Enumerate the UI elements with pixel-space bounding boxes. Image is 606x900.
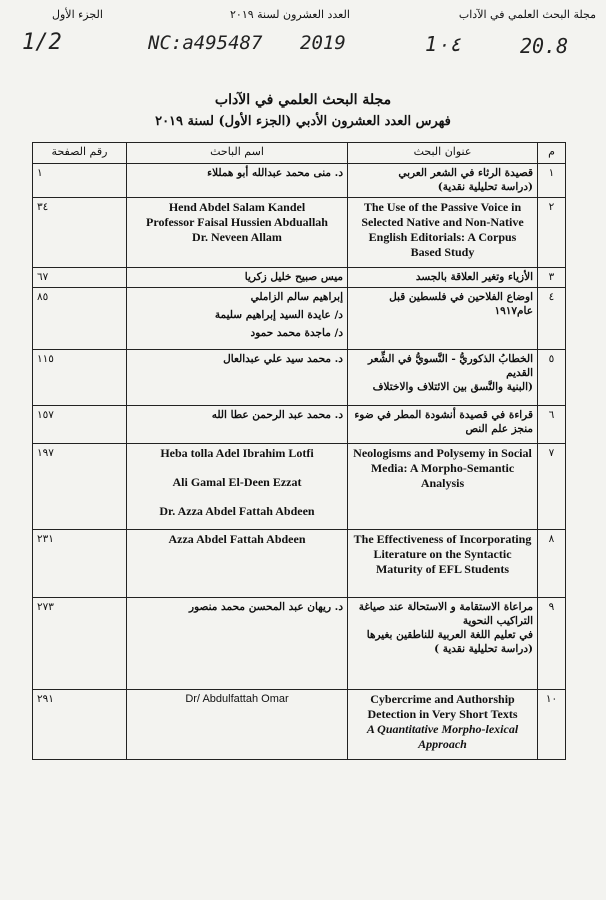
row-title xyxy=(348,198,538,268)
table-header-row xyxy=(33,143,566,164)
row-number: ٤ xyxy=(538,288,566,350)
row-title xyxy=(348,406,538,444)
row-number: ٩ xyxy=(538,598,566,690)
row-page: ٢٧٣ xyxy=(33,598,127,690)
row-page: ١٩٧ xyxy=(33,444,127,530)
table-row xyxy=(33,198,566,268)
table-row xyxy=(33,288,566,350)
running-header xyxy=(10,6,596,26)
header-page: رقم الصفحة xyxy=(33,143,127,164)
handwritten-code: NC:a495487 xyxy=(148,32,263,54)
title-line: A Quantitative Morpho-lexical Approach xyxy=(366,722,519,751)
table-row xyxy=(33,444,566,530)
author-line: Professor Faisal Hussien Abduallah xyxy=(146,215,328,229)
author-line: ميس صبيح خليل زكريا xyxy=(244,271,343,283)
row-number: ٢ xyxy=(538,198,566,268)
header-journal: مجلة البحث العلمي في الآداب xyxy=(458,8,596,21)
title-line: (دراسة تحليلية نقدية ) xyxy=(434,643,533,655)
title-line: The Effectiveness of Incorporating Literature on the Syntactic Maturity of EFL Students xyxy=(353,532,532,576)
table-row xyxy=(33,690,566,760)
row-author xyxy=(127,164,348,198)
author-line: د/ ماجدة محمد حمود xyxy=(250,327,343,339)
title-line: قراءة في قصيدة أنشودة المطر في ضوء منجز علم النص xyxy=(354,409,533,435)
row-title xyxy=(348,268,538,288)
author-line: د. ريهان عبد المحسن محمد منصور xyxy=(189,601,343,613)
table-row xyxy=(33,530,566,598)
author-line: Dr. Neveen Allam xyxy=(192,230,282,244)
title-line: مراعاة الاستقامة و الاستحالة عند صياغة التراكيب النحوية xyxy=(358,601,533,627)
row-number: ١ xyxy=(538,164,566,198)
author-line: د. منى محمد عبدالله أبو همللاء xyxy=(207,167,343,179)
row-title xyxy=(348,444,538,530)
handwritten-page-mark: 1/2 xyxy=(22,30,62,55)
header-author: اسم الباحث xyxy=(127,143,348,164)
header-issue: العدد العشرون لسنة ٢٠١٩ xyxy=(230,8,350,21)
row-title xyxy=(348,288,538,350)
author-line: Heba tolla Adel Ibrahim Lotfi xyxy=(160,446,314,460)
header-part: الجزء الأول xyxy=(52,8,103,21)
journal-title: مجلة البحث العلمي في الآداب xyxy=(214,92,392,108)
title-line: Neologisms and Polysemy in Social Media: A Morpho-Semantic Analysis xyxy=(353,446,532,490)
table-row xyxy=(33,406,566,444)
row-author xyxy=(127,268,348,288)
row-title xyxy=(348,350,538,406)
author-line: د. محمد سيد علي عبدالعال xyxy=(223,353,343,365)
author-line: Ali Gamal El-Deen Ezzat xyxy=(172,475,302,489)
title-line: في تعليم اللغة العربية للناطقين بغيرها xyxy=(366,629,533,641)
title-line: (البنية والنَّسق بين الائتلاف والاختلاف xyxy=(372,381,533,393)
row-page: ١٥٧ xyxy=(33,406,127,444)
table-row xyxy=(33,164,566,198)
row-title xyxy=(348,530,538,598)
handwritten-year: 2019 xyxy=(300,32,346,54)
row-page: ١١٥ xyxy=(33,350,127,406)
row-page: ٦٧ xyxy=(33,268,127,288)
title-line: (دراسة تحليلية نقدية) xyxy=(437,181,533,193)
author-line: Azza Abdel Fattah Abdeen xyxy=(168,532,306,546)
row-author xyxy=(127,690,348,760)
title-line: اوضاع الفلاحين في فلسطين قبل عام١٩١٧ xyxy=(389,291,533,317)
row-number: ١٠ xyxy=(538,690,566,760)
handwritten-number: 20.8 xyxy=(520,34,569,58)
header-title: عنوان البحث xyxy=(348,143,538,164)
row-author xyxy=(127,288,348,350)
row-number: ٣ xyxy=(538,268,566,288)
row-author xyxy=(127,598,348,690)
row-author xyxy=(127,406,348,444)
title-line: Cybercrime and Authorship Detection in Very Short Texts xyxy=(367,692,518,721)
handwritten-count: 1٠٤ xyxy=(425,32,462,56)
row-number: ٦ xyxy=(538,406,566,444)
header-num: م xyxy=(538,143,566,164)
row-title xyxy=(348,690,538,760)
row-page: ١ xyxy=(33,164,127,198)
author-line: د. محمد عبد الرحمن عطا الله xyxy=(211,409,343,421)
title-line: الخطابُ الذكوريُّ - النَّسويُّ في الشِّعر القديم xyxy=(368,353,533,379)
author-line: Hend Abdel Salam Kandel xyxy=(168,200,306,214)
row-page: ٨٥ xyxy=(33,288,127,350)
row-author xyxy=(127,350,348,406)
row-number: ٨ xyxy=(538,530,566,598)
title-line: The Use of the Passive Voice in Selected Native and Non-Native English Editorials: A Corpus Based Study xyxy=(361,200,524,259)
row-page: ٢٩١ xyxy=(33,690,127,760)
table-row xyxy=(33,598,566,690)
row-number: ٧ xyxy=(538,444,566,530)
title-line: الأزياء وتغير العلاقة بالجسد xyxy=(415,271,533,283)
row-title xyxy=(348,164,538,198)
row-author xyxy=(127,444,348,530)
row-page: ٢٣١ xyxy=(33,530,127,598)
row-author xyxy=(127,530,348,598)
row-author xyxy=(127,198,348,268)
author-line: Dr. Azza Abdel Fattah Abdeen xyxy=(159,504,315,518)
table-row xyxy=(33,268,566,288)
author-line: إبراهيم سالم الزاملي xyxy=(250,291,343,303)
table-row xyxy=(33,350,566,406)
author-line: Dr/ Abdulfattah Omar xyxy=(185,693,289,705)
row-page: ٣٤ xyxy=(33,198,127,268)
row-number: ٥ xyxy=(538,350,566,406)
author-line: د/ عايدة السيد إبراهيم سليمة xyxy=(214,309,343,321)
title-line: قصيدة الرثاء في الشعر العربي xyxy=(398,167,533,179)
index-table xyxy=(32,142,566,760)
row-title xyxy=(348,598,538,690)
index-title: فهرس العدد العشرون الأدبي (الجزء الأول) لسنة ٢٠١٩ xyxy=(155,114,451,129)
